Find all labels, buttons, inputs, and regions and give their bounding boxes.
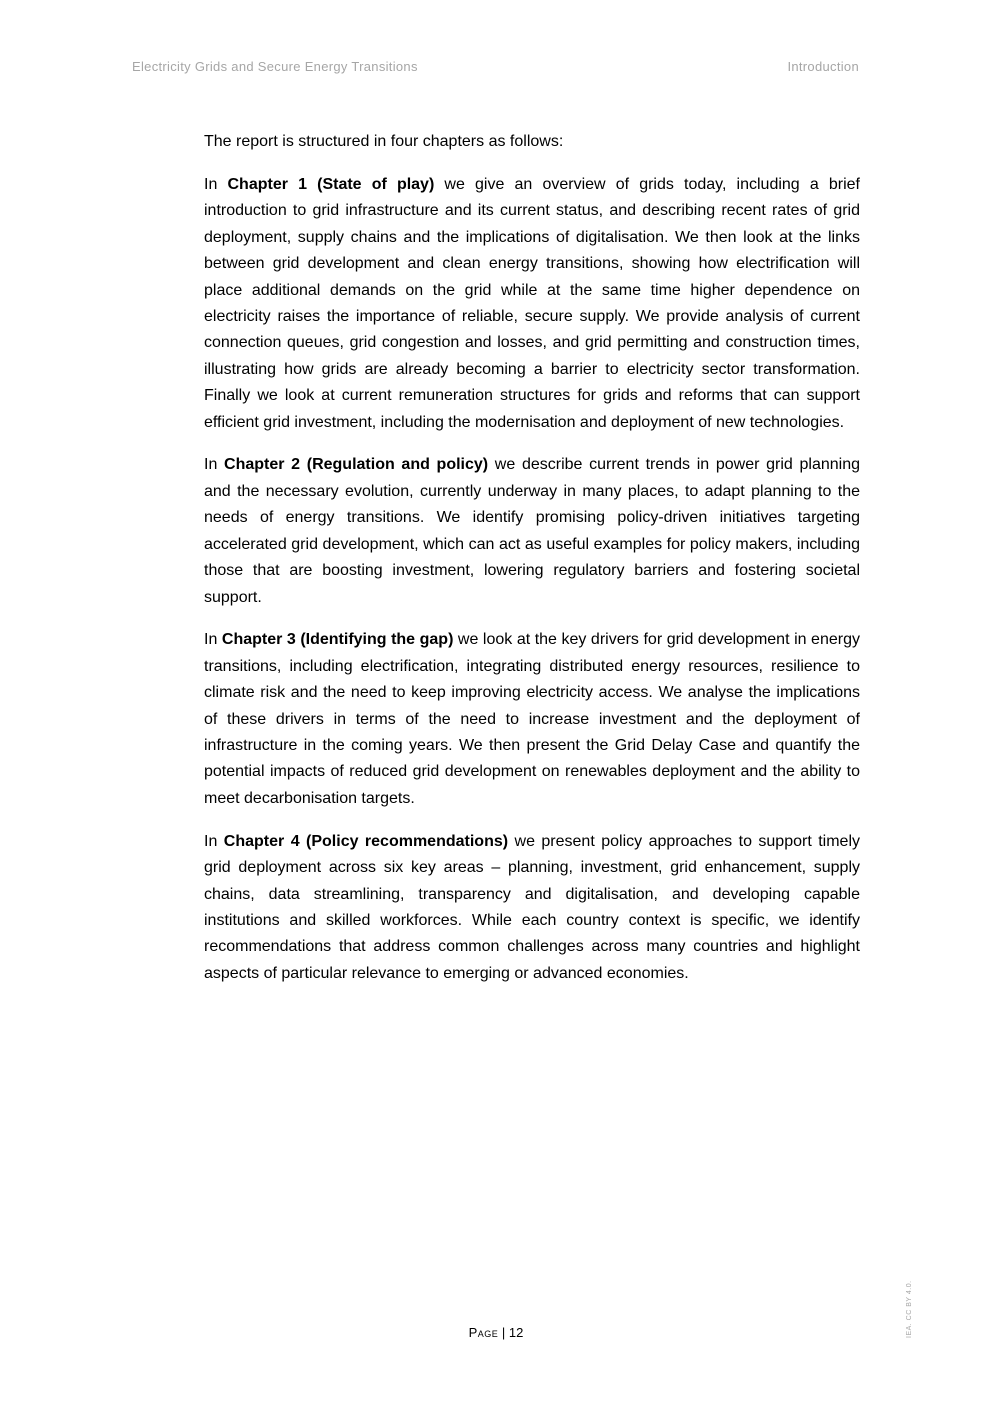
- page-separator: |: [498, 1325, 509, 1340]
- chapter-2-heading: Chapter 2 (Regulation and policy): [224, 456, 489, 474]
- intro-paragraph: The report is structured in four chapters as follows:: [204, 133, 564, 150]
- chapter-3-paragraph: In Chapter 3 (Identifying the gap) we look at the key drivers for grid development in energy transitions, including electrification, integrating distributed energy resources, resilience to climate risk and the need to keep improving electricity access. We analyse the implications of these drivers in terms of the need to increase investment and the deployment of infrastructure in the coming years. We then present the Grid Delay Case and quantify the potential impacts of reduced grid development on renewables deployment and the ability to meet decarbonisation targets.: [204, 631, 860, 807]
- document-body: [204, 129, 860, 1004]
- running-header-title: Electricity Grids and Secure Energy Transitions: [132, 59, 418, 74]
- chapter-4-heading: Chapter 4 (Policy recommendations): [223, 832, 509, 850]
- chapter-4-paragraph: In Chapter 4 (Policy recommendations) we present policy approaches to support timely grid deployment across six key areas – planning, investment, grid enhancement, supply chains, data streamlining, transparency and digitalisation, and developing capable institutions and skilled workforces. While each country context is specific, we identify recommendations that address common challenges across many countries and highlight aspects of particular relevance to emerging or advanced economies.: [204, 832, 861, 982]
- chapter-3-heading: Chapter 3 (Identifying the gap): [221, 631, 454, 649]
- page-number: 12: [508, 1325, 524, 1340]
- chapter-2-paragraph: In Chapter 2 (Regulation and policy) we describe current trends in power grid planning and the necessary evolution, currently underway in many places, to adapt planning to the needs of energy transitions. We identify promising policy-driven initiatives targeting accelerated grid development, which can act as useful examples for policy makers, including those that are boosting investment, lowering regulatory barriers and fostering societal support.: [204, 456, 860, 606]
- license-notice: IEA. CC BY 4.0.: [906, 1280, 913, 1338]
- running-header-section: Introduction: [787, 59, 859, 74]
- page-footer: [0, 1325, 992, 1340]
- chapter-1-paragraph: In Chapter 1 (State of play) we give an overview of grids today, including a brief introduction to grid infrastructure and its current status, and describing recent rates of grid deployment, supply chains and the implications of digitalisation. We then look at the links between grid development and clean energy transitions, showing how electrification will place additional demands on the grid while at the same time higher dependence on electricity raises the importance of reliable, secure supply. We provide analysis of current connection queues, grid congestion and losses, and grid permitting and construction times, illustrating how grids are already becoming a barrier to electricity sector transformation. Finally we look at current remuneration structures for grids and reforms that can support efficient grid investment, including the modernisation and deployment of new technologies.: [204, 175, 861, 431]
- chapter-1-heading: Chapter 1 (State of play): [227, 175, 435, 193]
- page-label: Page: [468, 1325, 499, 1340]
